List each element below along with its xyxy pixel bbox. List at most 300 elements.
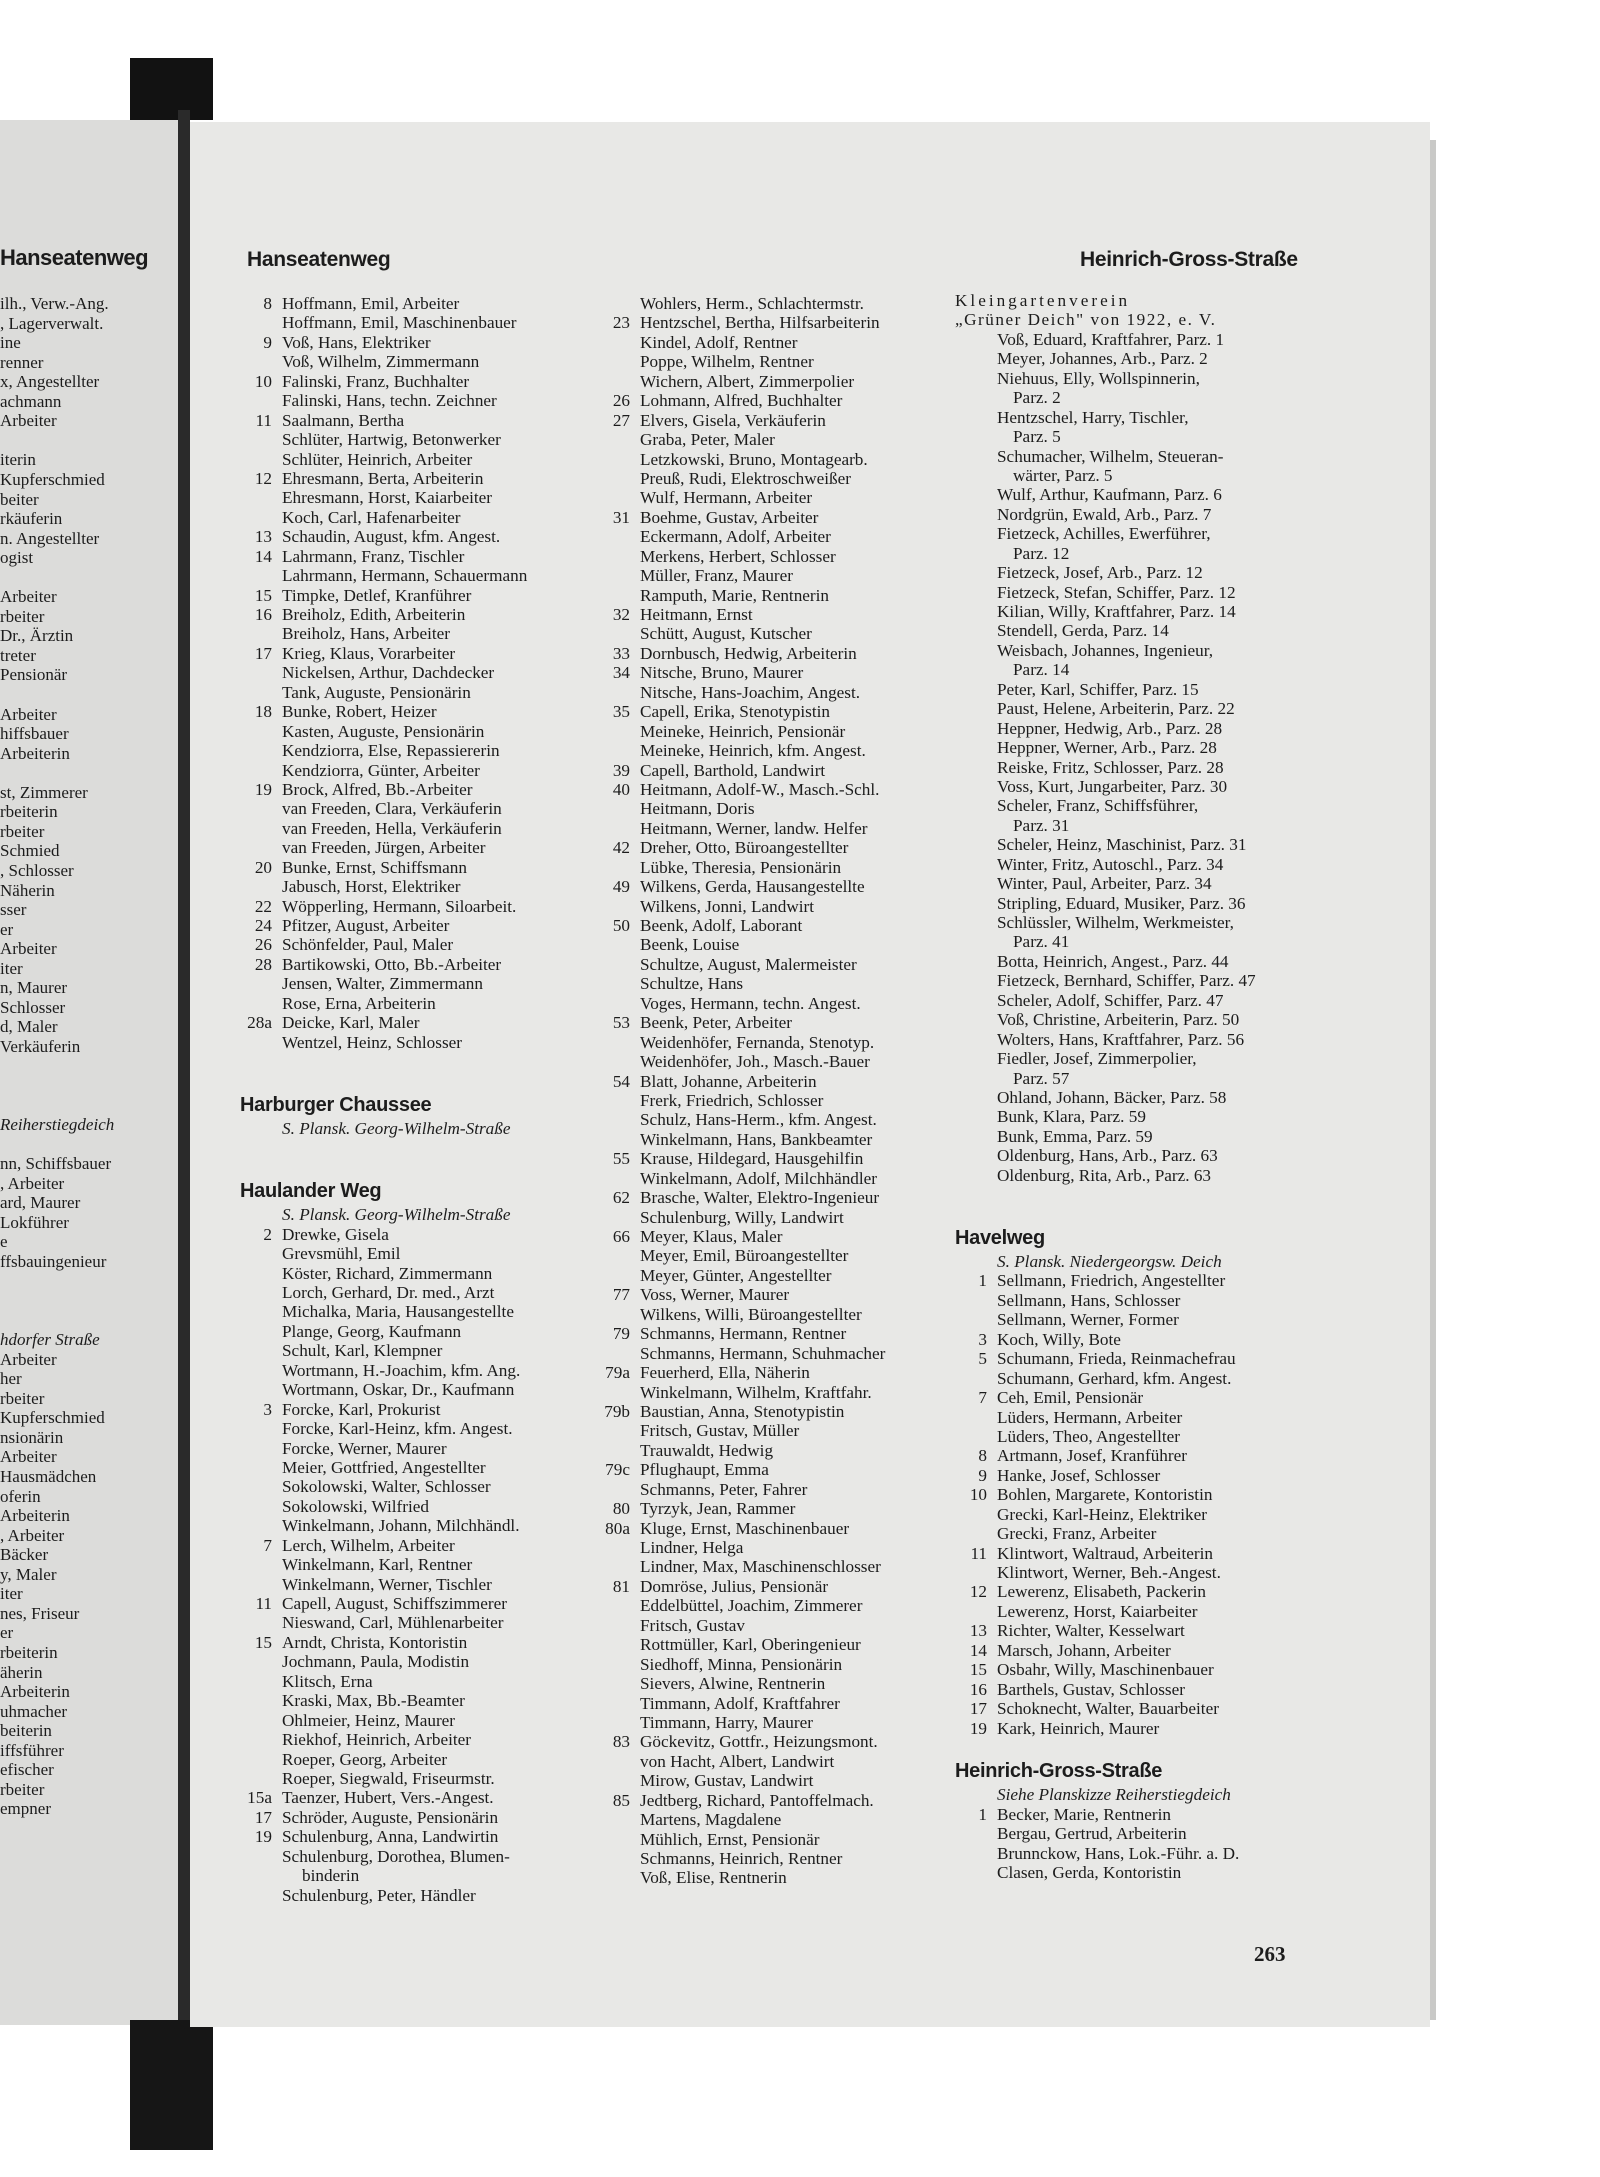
resident-entry: Grevsmühl, Emil bbox=[282, 1244, 401, 1264]
left-page-line: er bbox=[0, 919, 14, 939]
directory-entry bbox=[598, 1713, 938, 1732]
house-number: 19 bbox=[254, 1827, 272, 1847]
resident-entry: Kraski, Max, Bb.-Beamter bbox=[282, 1691, 465, 1711]
resident-entry: Klintwort, Waltraud, Arbeiterin bbox=[997, 1543, 1213, 1563]
house-number: 17 bbox=[254, 643, 272, 663]
directory-entry bbox=[240, 1225, 580, 1244]
house-number: 55 bbox=[612, 1149, 630, 1169]
directory-entry bbox=[240, 547, 580, 566]
directory-entry bbox=[240, 1886, 580, 1905]
resident-entry: Klintwort, Werner, Beh.-Angest. bbox=[997, 1563, 1221, 1582]
entry-line: Schumacher, Wilhelm, Steueran- bbox=[997, 446, 1224, 466]
directory-entry bbox=[240, 1730, 580, 1749]
resident-entry: Lindner, Max, Maschinenschlosser bbox=[640, 1557, 881, 1577]
resident-entry: Nitsche, Hans-Joachim, Angest. bbox=[640, 682, 861, 702]
resident-entry: Marsch, Johann, Arbeiter bbox=[997, 1640, 1171, 1660]
directory-entry bbox=[240, 1827, 580, 1846]
resident-entry: Schulenburg, Peter, Händler bbox=[282, 1885, 476, 1905]
directory-entry bbox=[598, 1480, 938, 1499]
left-page-line: ine bbox=[0, 333, 21, 353]
directory-entry bbox=[955, 1621, 1295, 1640]
directory-entry bbox=[598, 1519, 938, 1538]
directory-entry bbox=[598, 1344, 938, 1363]
directory-entry bbox=[598, 780, 938, 799]
section-heading: Havelweg bbox=[955, 1227, 1045, 1249]
directory-entry bbox=[240, 819, 580, 838]
resident-entry: Breiholz, Hans, Arbeiter bbox=[282, 624, 451, 644]
resident-entry: Beenk, Louise bbox=[640, 935, 740, 955]
resident-entry: Schlüter, Hartwig, Betonwerker bbox=[282, 430, 501, 450]
house-number: 28 bbox=[254, 954, 272, 974]
directory-entry bbox=[598, 411, 938, 430]
directory-entry bbox=[240, 683, 580, 702]
entry-continuation: Parz. 31 bbox=[1013, 815, 1070, 835]
resident-entry: Siedhoff, Minna, Pensionärin bbox=[640, 1654, 843, 1674]
directory-entry bbox=[598, 1208, 938, 1227]
resident-entry: Wortmann, H.-Joachim, kfm. Ang. bbox=[282, 1360, 521, 1380]
resident-entry: Artmann, Josef, Kranführer bbox=[997, 1446, 1187, 1466]
directory-entry bbox=[598, 1130, 938, 1149]
resident-entry: Krieg, Klaus, Vorarbeiter bbox=[282, 643, 456, 663]
directory-entry bbox=[598, 333, 938, 352]
resident-entry: van Freeden, Jürgen, Arbeiter bbox=[282, 838, 486, 858]
resident-entry: Richter, Walter, Kesselwart bbox=[997, 1621, 1185, 1641]
resident-entry: Meyer, Günter, Angestellter bbox=[640, 1265, 832, 1285]
house-number: 11 bbox=[970, 1543, 987, 1563]
resident-entry: Fritsch, Gustav, Müller bbox=[640, 1421, 800, 1441]
resident-entry: Arndt, Christa, Kontoristin bbox=[282, 1632, 468, 1652]
directory-entry bbox=[240, 1594, 580, 1613]
directory-entry bbox=[955, 1602, 1295, 1621]
resident-entry: Beenk, Adolf, Laborant bbox=[640, 916, 803, 935]
directory-entry bbox=[955, 1408, 1295, 1427]
entry-line: Voß, Eduard, Kraftfahrer, Parz. 1 bbox=[997, 329, 1225, 349]
directory-entry bbox=[598, 1227, 938, 1246]
resident-entry: Timmann, Harry, Maurer bbox=[640, 1712, 813, 1732]
resident-entry: Schmanns, Heinrich, Rentner bbox=[640, 1849, 843, 1868]
house-number: 85 bbox=[612, 1790, 630, 1810]
entry-line: Hentzschel, Harry, Tischler, bbox=[997, 407, 1189, 427]
directory-entry bbox=[598, 741, 938, 760]
directory-entry bbox=[598, 313, 938, 332]
left-page-line: renner bbox=[0, 352, 44, 372]
resident-entry: Drewke, Gisela bbox=[282, 1224, 389, 1244]
house-number: 18 bbox=[254, 702, 272, 722]
resident-entry: Riekhof, Heinrich, Arbeiter bbox=[282, 1730, 472, 1750]
house-number: 19 bbox=[969, 1718, 987, 1738]
resident-entry: Bohlen, Margarete, Kontoristin bbox=[997, 1485, 1213, 1505]
directory-entry bbox=[240, 313, 580, 332]
resident-entry: Dornbusch, Hedwig, Arbeiterin bbox=[640, 643, 857, 663]
directory-entry bbox=[598, 1694, 938, 1713]
entry-line: Heppner, Hedwig, Arb., Parz. 28 bbox=[997, 718, 1223, 738]
spacer bbox=[240, 1052, 580, 1071]
directory-entry bbox=[240, 1808, 580, 1827]
house-number: 3 bbox=[263, 1399, 272, 1419]
house-number: 10 bbox=[969, 1485, 987, 1505]
resident-entry: Falinski, Hans, techn. Zeichner bbox=[282, 391, 497, 411]
entry-line: Wolters, Hans, Kraftfahrer, Parz. 56 bbox=[997, 1029, 1245, 1049]
directory-entry bbox=[240, 1400, 580, 1419]
entry-line: Scheler, Franz, Schiffsführer, bbox=[997, 796, 1199, 816]
house-number: 35 bbox=[612, 702, 630, 722]
resident-entry: Sellmann, Werner, Former bbox=[997, 1310, 1179, 1330]
directory-entry bbox=[598, 1674, 938, 1693]
left-page-line: Arbeiterin bbox=[0, 1506, 70, 1526]
resident-entry: Falinski, Franz, Buchhalter bbox=[282, 371, 470, 391]
left-page-line: e bbox=[0, 1232, 8, 1252]
directory-entry bbox=[598, 527, 938, 546]
directory-entry bbox=[240, 858, 580, 877]
left-page-line: Arbeiter bbox=[0, 1447, 57, 1467]
resident-entry: Sokolowski, Wilfried bbox=[282, 1496, 429, 1516]
resident-entry: Schmanns, Peter, Fahrer bbox=[640, 1479, 808, 1499]
directory-entry bbox=[955, 1271, 1295, 1290]
house-number: 22 bbox=[254, 896, 272, 916]
resident-entry: Heitmann, Doris bbox=[640, 799, 755, 819]
resident-entry: Koch, Carl, Hafenarbeiter bbox=[282, 507, 461, 527]
resident-entry: Bunke, Ernst, Schiffsmann bbox=[282, 857, 467, 877]
left-page-line: nsionärin bbox=[0, 1427, 64, 1447]
entry-line: Oldenburg, Hans, Arb., Parz. 63 bbox=[997, 1146, 1218, 1166]
page-edge bbox=[1430, 140, 1436, 2020]
directory-entry bbox=[240, 352, 580, 371]
resident-entry: Meineke, Heinrich, Pensionär bbox=[640, 721, 846, 741]
resident-entry: Roeper, Siegwald, Friseurmstr. bbox=[282, 1768, 495, 1788]
resident-entry: Trauwaldt, Hedwig bbox=[640, 1440, 774, 1460]
house-number: 17 bbox=[969, 1699, 987, 1719]
association-subtitle: „Grüner Deich" von 1922, e. V. bbox=[955, 310, 1217, 330]
resident-entry: Wulf, Hermann, Arbeiter bbox=[640, 488, 813, 508]
section-heading: Heinrich-Gross-Straße bbox=[955, 1760, 1163, 1783]
directory-entry bbox=[240, 761, 580, 780]
directory-entry bbox=[240, 1322, 580, 1341]
house-number: 17 bbox=[254, 1807, 272, 1827]
resident-entry: Klitsch, Erna bbox=[282, 1671, 373, 1691]
directory-entry bbox=[598, 624, 938, 643]
house-number: 12 bbox=[254, 468, 272, 488]
left-page-line: Kupferschmied bbox=[0, 469, 105, 489]
house-number: 79b bbox=[604, 1401, 630, 1421]
house-number: 7 bbox=[263, 1535, 272, 1555]
directory-entry bbox=[598, 1868, 938, 1887]
resident-entry: Preuß, Rudi, Elektroschweißer bbox=[640, 468, 851, 488]
entry-line: Fietzeck, Bernhard, Schiffer, Parz. 47 bbox=[997, 971, 1256, 991]
resident-entry: Hentzschel, Bertha, Hilfsarbeiterin bbox=[640, 313, 880, 333]
resident-entry: Lüders, Hermann, Arbeiter bbox=[997, 1407, 1183, 1427]
house-number: 11 bbox=[255, 410, 272, 430]
entry-line: Fietzeck, Josef, Arb., Parz. 12 bbox=[997, 563, 1203, 583]
house-number: 19 bbox=[254, 779, 272, 799]
resident-entry: Roeper, Georg, Arbeiter bbox=[282, 1749, 448, 1769]
left-page-line: , Arbeiter bbox=[0, 1525, 65, 1545]
directory-entry bbox=[598, 1110, 938, 1129]
resident-entry: Voss, Werner, Maurer bbox=[640, 1285, 790, 1305]
resident-entry: Lewerenz, Elisabeth, Packerin bbox=[997, 1582, 1207, 1602]
left-page-line: rbeiter bbox=[0, 1779, 45, 1799]
house-number: 42 bbox=[612, 838, 630, 858]
section-reference: S. Plansk. Georg-Wilhelm-Straße bbox=[282, 1205, 511, 1225]
resident-entry: Sievers, Alwine, Rentnerin bbox=[640, 1674, 826, 1694]
resident-entry: Wöpperling, Hermann, Siloarbeit. bbox=[282, 896, 517, 916]
directory-entry bbox=[598, 1499, 938, 1518]
directory-entry bbox=[598, 1577, 938, 1596]
left-page-line: Arbeiter bbox=[0, 1349, 57, 1369]
directory-entry bbox=[240, 1750, 580, 1769]
directory-entry bbox=[955, 1824, 1295, 1843]
resident-entry: Ehresmann, Berta, Arbeiterin bbox=[282, 468, 484, 488]
entry-line: Niehuus, Elly, Wollspinnerin, bbox=[997, 368, 1200, 388]
resident-entry: Hoffmann, Emil, Arbeiter bbox=[282, 294, 460, 313]
directory-entry bbox=[598, 1266, 938, 1285]
directory-entry bbox=[598, 1383, 938, 1402]
directory-entry bbox=[598, 1655, 938, 1674]
resident-entry: Voß, Elise, Rentnerin bbox=[640, 1868, 787, 1888]
left-page-line: äherin bbox=[0, 1662, 43, 1682]
resident-entry: Schulenburg, Dorothea, Blumen- bbox=[282, 1846, 510, 1866]
entry-line: Voß, Christine, Arbeiterin, Parz. 50 bbox=[997, 1010, 1240, 1030]
left-page-line: er bbox=[0, 1623, 14, 1643]
resident-entry: Lindner, Helga bbox=[640, 1538, 744, 1557]
directory-entry bbox=[955, 1330, 1295, 1349]
resident-entry: Bartikowski, Otto, Bb.-Arbeiter bbox=[282, 954, 502, 974]
directory-entry bbox=[598, 372, 938, 391]
house-number: 31 bbox=[612, 507, 630, 527]
directory-entry bbox=[240, 372, 580, 391]
resident-entry: Lübke, Theresia, Pensionärin bbox=[640, 857, 842, 877]
left-page-line: Kupferschmied bbox=[0, 1408, 105, 1428]
resident-entry: Winkelmann, Wilhelm, Kraftfahr. bbox=[640, 1382, 872, 1402]
directory-entry bbox=[598, 566, 938, 585]
left-page-line: nn, Schiffsbauer bbox=[0, 1154, 112, 1174]
resident-entry: Becker, Marie, Rentnerin bbox=[997, 1804, 1171, 1824]
entry-line: Fiedler, Josef, Zimmerpolier, bbox=[997, 1049, 1197, 1069]
left-page-line: treter bbox=[0, 645, 36, 665]
resident-entry: Meyer, Klaus, Maler bbox=[640, 1227, 783, 1246]
directory-entry bbox=[240, 1419, 580, 1438]
directory-entry bbox=[598, 819, 938, 838]
directory-entry bbox=[240, 1536, 580, 1555]
directory-entry bbox=[240, 624, 580, 643]
resident-entry: Schult, Karl, Klempner bbox=[282, 1341, 443, 1361]
directory-entry bbox=[240, 1477, 580, 1496]
resident-entry: Jensen, Walter, Zimmermann bbox=[282, 974, 483, 994]
resident-entry: Baustian, Anna, Stenotypistin bbox=[640, 1401, 845, 1421]
directory-entry bbox=[598, 488, 938, 507]
directory-entry bbox=[598, 450, 938, 469]
left-page-line: iterin bbox=[0, 450, 36, 470]
resident-entry: Voges, Hermann, techn. Angest. bbox=[640, 993, 861, 1013]
left-page-line: oferin bbox=[0, 1486, 41, 1506]
resident-entry: Heitmann, Adolf-W., Masch.-Schl. bbox=[640, 779, 880, 799]
directory-entry bbox=[955, 1466, 1295, 1485]
directory-entry bbox=[598, 1324, 938, 1343]
resident-entry: van Freeden, Clara, Verkäuferin bbox=[282, 799, 502, 819]
left-page-line: rbeiter bbox=[0, 821, 45, 841]
entry-line: Winter, Fritz, Autoschl., Parz. 34 bbox=[997, 854, 1224, 874]
left-page-heading: Hanseatenweg bbox=[0, 245, 149, 270]
directory-entry bbox=[955, 1563, 1295, 1582]
directory-entry bbox=[240, 294, 580, 313]
directory-entry bbox=[240, 1711, 580, 1730]
resident-entry: Merkens, Herbert, Schlosser bbox=[640, 546, 836, 566]
directory-entry bbox=[598, 1246, 938, 1265]
directory-entry bbox=[598, 508, 938, 527]
directory-entry bbox=[598, 1538, 938, 1557]
section-heading: Harburger Chaussee bbox=[240, 1093, 432, 1116]
resident-entry: Schulenburg, Willy, Landwirt bbox=[640, 1207, 844, 1227]
left-page-line: Verkäuferin bbox=[0, 1036, 81, 1056]
directory-entry bbox=[240, 877, 580, 896]
directory-entry bbox=[955, 1524, 1295, 1543]
left-page-line: empner bbox=[0, 1799, 51, 1819]
directory-entry bbox=[240, 1033, 580, 1052]
directory-entry bbox=[955, 1863, 1295, 1882]
section-reference: S. Plansk. Niedergeorgsw. Deich bbox=[997, 1252, 1222, 1271]
entry-line: Paust, Helene, Arbeiterin, Parz. 22 bbox=[997, 699, 1235, 719]
directory-entry bbox=[240, 488, 580, 507]
house-number: 2 bbox=[263, 1224, 272, 1244]
resident-entry: Grecki, Karl-Heinz, Elektriker bbox=[997, 1504, 1207, 1524]
entry-line: Bunk, Klara, Parz. 59 bbox=[997, 1107, 1146, 1127]
entry-line: Weisbach, Johannes, Ingenieur, bbox=[997, 640, 1214, 660]
directory-entry bbox=[598, 1732, 938, 1751]
resident-entry: Lorch, Gerhard, Dr. med., Arzt bbox=[282, 1283, 495, 1302]
resident-entry: Forcke, Karl, Prokurist bbox=[282, 1399, 441, 1419]
directory-entry bbox=[240, 469, 580, 488]
left-page-line: ard, Maurer bbox=[0, 1193, 81, 1213]
resident-entry: Nitsche, Bruno, Maurer bbox=[640, 663, 804, 683]
directory-entry bbox=[598, 897, 938, 916]
left-page-line: , Arbeiter bbox=[0, 1173, 65, 1193]
left-page-line: rkäuferin bbox=[0, 509, 63, 529]
directory-entry bbox=[240, 450, 580, 469]
resident-entry: Brunnckow, Hans, Lok.-Führ. a. D. bbox=[997, 1843, 1240, 1863]
spacer bbox=[955, 1205, 1295, 1224]
directory-entry bbox=[598, 1072, 938, 1091]
house-number: 34 bbox=[612, 663, 630, 683]
resident-entry: Schultze, Hans bbox=[640, 974, 744, 994]
house-number: 32 bbox=[612, 605, 630, 624]
entry-continuation: Parz. 57 bbox=[1013, 1068, 1070, 1088]
directory-entry bbox=[240, 1847, 580, 1866]
house-number: 28a bbox=[247, 1013, 272, 1033]
house-number: 5 bbox=[978, 1349, 987, 1369]
directory-entry bbox=[955, 1844, 1295, 1863]
resident-entry: Deicke, Karl, Maler bbox=[282, 1013, 420, 1033]
resident-entry: Eddelbüttel, Joachim, Zimmerer bbox=[640, 1596, 863, 1616]
resident-entry: Kasten, Auguste, Pensionärin bbox=[282, 721, 485, 741]
directory-entry bbox=[240, 1264, 580, 1283]
resident-entry: Winkelmann, Adolf, Milchhändler bbox=[640, 1168, 878, 1188]
directory-entry bbox=[955, 1582, 1295, 1601]
entry-line: Scheler, Heinz, Maschinist, Parz. 31 bbox=[997, 835, 1247, 855]
left-page-line: sser bbox=[0, 900, 27, 920]
resident-entry: Lerch, Wilhelm, Arbeiter bbox=[282, 1535, 455, 1555]
left-page-line: rbeiter bbox=[0, 606, 45, 626]
resident-entry: Sokolowski, Walter, Schlosser bbox=[282, 1477, 491, 1497]
left-page-line: beiter bbox=[0, 489, 39, 509]
directory-entry bbox=[598, 1849, 938, 1868]
column-2 bbox=[598, 294, 938, 1888]
resident-entry: Hanke, Josef, Schlosser bbox=[997, 1465, 1161, 1485]
left-page-line: x, Angestellter bbox=[0, 372, 100, 392]
directory-entry bbox=[240, 1380, 580, 1399]
resident-entry: Wilkens, Jonni, Landwirt bbox=[640, 896, 815, 916]
house-number: 80a bbox=[605, 1518, 630, 1538]
left-page-line: hiffsbauer bbox=[0, 724, 69, 744]
resident-entry: Schmanns, Hermann, Rentner bbox=[640, 1324, 847, 1344]
binding-strip-bottom bbox=[130, 2020, 213, 2150]
house-number: 62 bbox=[612, 1188, 630, 1208]
resident-entry: Kluge, Ernst, Maschinenbauer bbox=[640, 1518, 850, 1538]
house-number: 66 bbox=[612, 1227, 630, 1246]
resident-entry: Michalka, Maria, Hausangestellte bbox=[282, 1302, 514, 1322]
resident-entry: Rose, Erna, Arbeiterin bbox=[282, 993, 436, 1013]
directory-entry bbox=[598, 1363, 938, 1382]
directory-entry bbox=[955, 1369, 1295, 1388]
entry-line: Wulf, Arthur, Kaufmann, Parz. 6 bbox=[997, 485, 1222, 505]
directory-entry bbox=[240, 1013, 580, 1032]
directory-entry bbox=[240, 780, 580, 799]
house-number: 8 bbox=[978, 1446, 987, 1466]
directory-entry bbox=[240, 1652, 580, 1671]
section-reference: S. Plansk. Georg-Wilhelm-Straße bbox=[282, 1118, 511, 1138]
entry-line: Bunk, Emma, Parz. 59 bbox=[997, 1126, 1153, 1146]
left-page-line: , Lagerverwalt. bbox=[0, 313, 104, 333]
directory-entry bbox=[598, 1305, 938, 1324]
resident-entry: Köster, Richard, Zimmermann bbox=[282, 1263, 493, 1283]
directory-entry bbox=[955, 1291, 1295, 1310]
resident-entry: Schulenburg, Anna, Landwirtin bbox=[282, 1827, 499, 1847]
resident-entry: Schütt, August, Kutscher bbox=[640, 624, 812, 644]
entry-continuation: Parz. 12 bbox=[1013, 543, 1070, 563]
resident-entry: Blatt, Johanne, Arbeiterin bbox=[640, 1071, 817, 1091]
house-number: 12 bbox=[969, 1582, 987, 1602]
directory-entry bbox=[955, 1427, 1295, 1446]
left-page-line: Arbeiterin bbox=[0, 743, 70, 763]
resident-entry: Ceh, Emil, Pensionär bbox=[997, 1388, 1144, 1408]
resident-entry: Winkelmann, Werner, Tischler bbox=[282, 1574, 492, 1594]
left-page-fragment bbox=[0, 120, 178, 2025]
resident-entry: Voß, Wilhelm, Zimmermann bbox=[282, 352, 480, 372]
left-page-line: ilh., Verw.-Ang. bbox=[0, 294, 109, 313]
left-page-line: ffsbauingenieur bbox=[0, 1251, 107, 1271]
directory-entry bbox=[955, 1719, 1295, 1738]
resident-entry: Dreher, Otto, Büroangestellter bbox=[640, 838, 849, 858]
entry-line: Meyer, Johannes, Arb., Parz. 2 bbox=[997, 349, 1208, 369]
spacer bbox=[240, 1072, 580, 1091]
directory-entry bbox=[598, 1149, 938, 1168]
house-number: 13 bbox=[254, 527, 272, 547]
house-number: 53 bbox=[612, 1013, 630, 1033]
directory-entry bbox=[598, 858, 938, 877]
directory-entry bbox=[598, 1791, 938, 1810]
directory-entry bbox=[240, 702, 580, 721]
directory-entry bbox=[240, 1788, 580, 1807]
resident-entry: Heitmann, Ernst bbox=[640, 605, 753, 624]
entry-line: Stendell, Gerda, Parz. 14 bbox=[997, 621, 1169, 641]
entry-continuation: Parz. 5 bbox=[1013, 427, 1061, 447]
directory-entry bbox=[598, 391, 938, 410]
directory-entry bbox=[598, 1402, 938, 1421]
directory-entry bbox=[598, 838, 938, 857]
house-number: 26 bbox=[612, 391, 630, 411]
directory-entry bbox=[598, 1013, 938, 1032]
resident-entry: Koch, Willy, Bote bbox=[997, 1329, 1121, 1349]
directory-entry bbox=[598, 935, 938, 954]
resident-entry: Pflughaupt, Emma bbox=[640, 1460, 769, 1480]
